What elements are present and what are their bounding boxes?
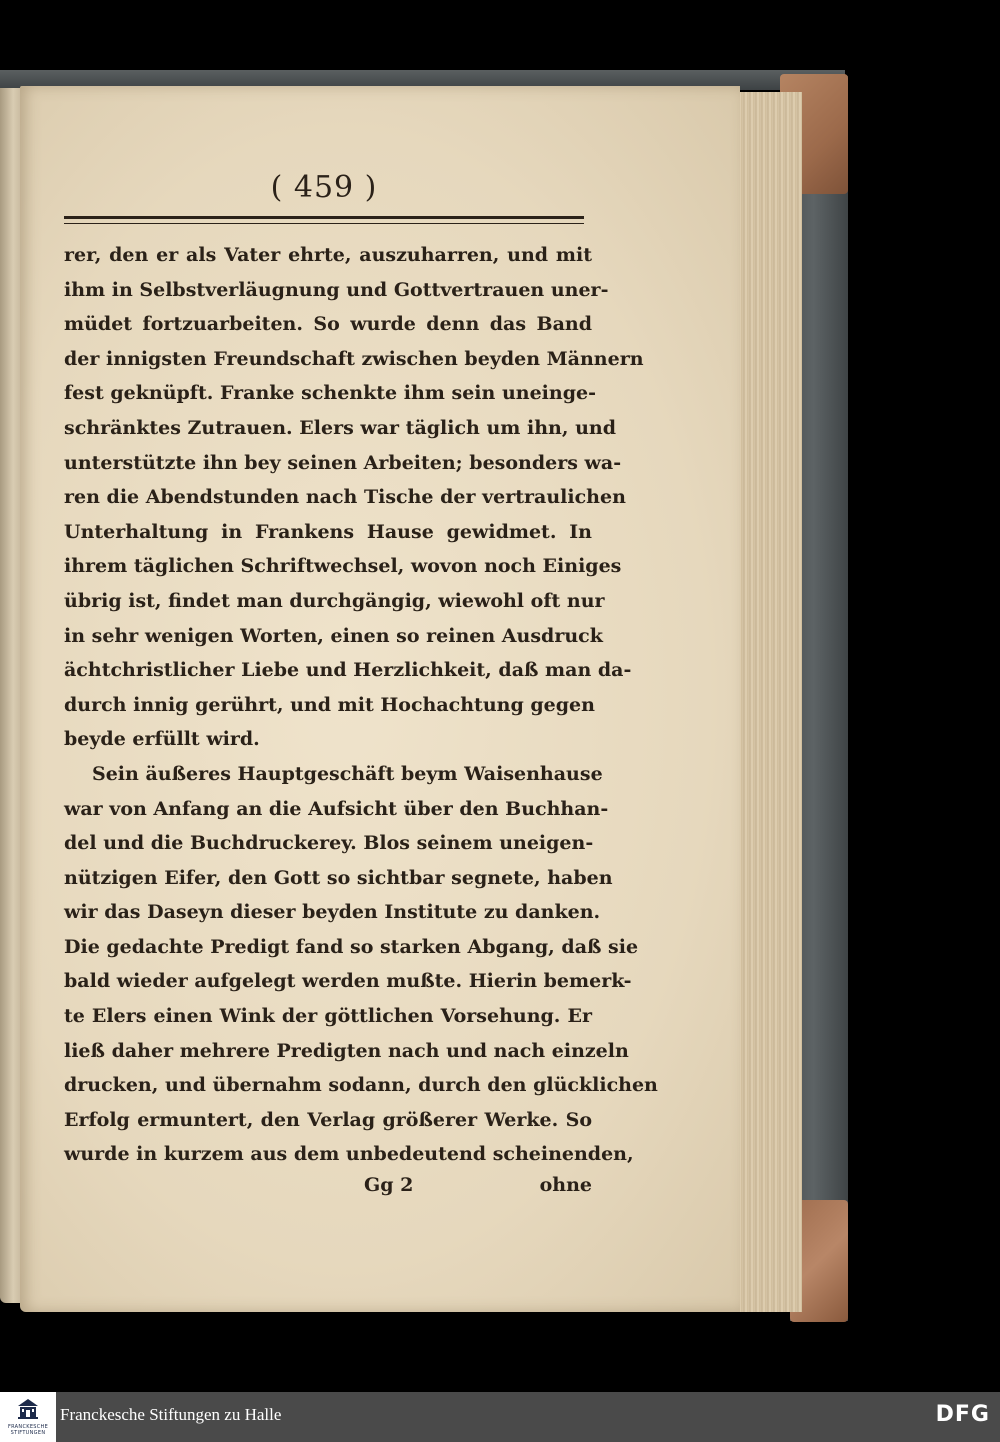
text-line: müdet fortzuarbeiten. So wurde denn das Band	[64, 313, 592, 336]
body-text	[64, 238, 658, 1172]
text-line: schränktes Zutrauen. Elers war täglich um ihn, und	[64, 416, 617, 439]
text-line: te Elers einen Wink der göttlichen Vorsehung. Er	[64, 1005, 592, 1028]
book-page	[20, 86, 740, 1312]
franckesche-logo[interactable]	[0, 1392, 56, 1442]
text-line: in sehr wenigen Worten, einen so reinen Ausdruck	[64, 624, 603, 647]
page-edges	[730, 92, 802, 1312]
text-line: Unterhaltung in Frankens Hause gewidmet. In	[64, 520, 592, 543]
dfg-logo[interactable]: DFG	[935, 1402, 990, 1427]
text-line: Sein äußeres Hauptgeschäft beym Waisenhause	[92, 762, 603, 785]
building-icon	[16, 1398, 40, 1420]
text-line: del und die Buchdruckerey. Blos seinem uneigen-	[64, 832, 594, 855]
text-line: beyde erfüllt wird.	[64, 728, 260, 751]
text-line: war von Anfang an die Aufsicht über den Buchhan-	[64, 797, 609, 820]
logo-caption-line: STIFTUNGEN	[10, 1430, 46, 1436]
text-line: ren die Abendstunden nach Tische der vertraulichen	[64, 486, 626, 509]
header-rule	[64, 216, 584, 219]
page-number-header: ( 459 )	[270, 170, 378, 205]
institution-name[interactable]: Franckesche Stiftungen zu Halle	[60, 1405, 282, 1424]
text-line: unterstützte ihn bey seinen Arbeiten; besonders wa-	[64, 451, 622, 474]
header-rule-thin	[64, 223, 584, 224]
catchword: ohne	[539, 1174, 592, 1196]
signature-mark: Gg 2	[364, 1174, 414, 1196]
text-line: Erfolg ermuntert, den Verlag größerer Werke. So	[64, 1108, 592, 1131]
logo-caption-line: FRANCKESCHE	[7, 1424, 49, 1430]
text-line: bald wieder aufgelegt werden mußte. Hierin bemerk-	[64, 970, 632, 993]
text-line: übrig ist, findet man durchgängig, wiewohl oft nur	[64, 589, 605, 612]
text-line: Die gedachte Predigt fand so starken Abgang, daß sie	[64, 935, 639, 958]
text-line: wir das Daseyn dieser beyden Institute zu danken.	[64, 901, 601, 924]
text-line: ihrem täglichen Schriftwechsel, wovon noch Einiges	[64, 555, 622, 578]
page-footer	[64, 1174, 592, 1204]
text-line: der innigsten Freundschaft zwischen beyden Männern	[64, 347, 644, 370]
text-line: ihm in Selbstverläugnung und Gottvertrauen uner-	[64, 278, 609, 301]
logo-caption	[2, 1424, 54, 1436]
text-line: drucken, und übernahm sodann, durch den glücklichen	[64, 1074, 658, 1097]
text-line: durch innig gerührt, und mit Hochachtung gegen	[64, 693, 595, 716]
text-line: wurde in kurzem aus dem unbedeutend scheinenden,	[64, 1143, 634, 1166]
text-line: ächtchristlicher Liebe und Herzlichkeit, daß man da-	[64, 659, 632, 682]
text-line: nützigen Eifer, den Gott so sichtbar segnete, haben	[64, 866, 613, 889]
text-line: rer, den er als Vater ehrte, auszuharren, und mit	[64, 244, 592, 266]
text-line: fest geknüpft. Franke schenkte ihm sein uneinge-	[64, 382, 596, 405]
text-line: ließ daher mehrere Predigten nach und nach einzeln	[64, 1039, 629, 1062]
left-page-edge	[0, 88, 22, 1303]
viewer-footer-bar	[0, 1392, 1000, 1442]
